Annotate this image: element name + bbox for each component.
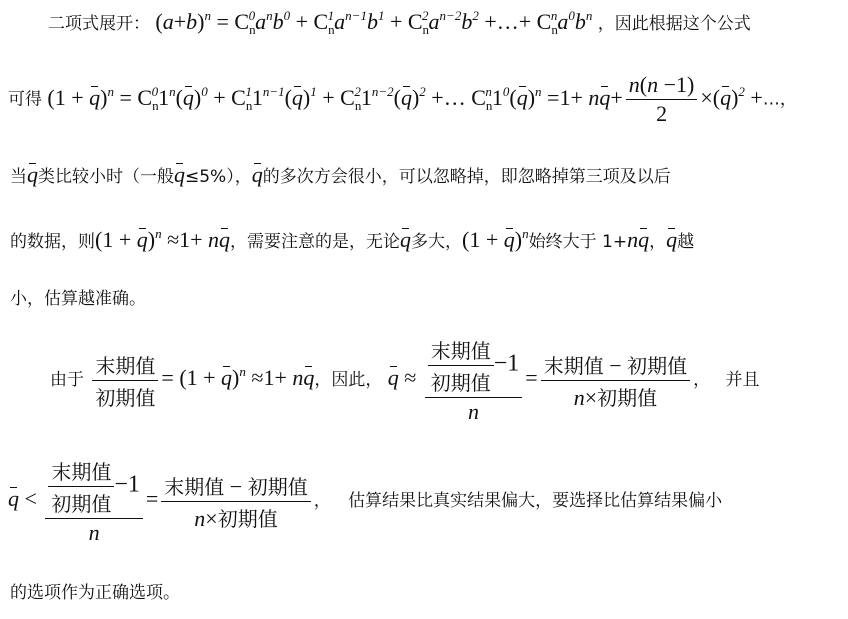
q-less-formula: q < (8, 486, 37, 511)
ellipsis-text: …， (762, 89, 797, 110)
intro-text: 二项式展开： (48, 14, 150, 34)
binomial-formula: $(a+b)^n = C_n^0a^nb^0 + C_n^1a^{n-1}b^1 + C_n^2a^{n-2}b^2$ +…+ $C_n^na^0b^n$ (155, 8, 593, 37)
nq-formula: nq (627, 227, 650, 252)
terminal-label: 末期值 (48, 456, 114, 487)
q-bar: q (174, 162, 185, 187)
q-bar: q (666, 227, 678, 252)
estimate-bias-text: 估算结果比真实结果偏大，要选择比估算结果偏小 (348, 491, 723, 511)
initial-label: 初期值 (217, 506, 278, 531)
initial-label: 初期值 (597, 385, 658, 410)
line-ratio: 由于 $\frac{\text{末期值}}{\text{初期值}}$ = $(1 + q)^n \approx 1+$ nq，因此， q ≈ $\frac{\text{末期值}}{\text{初期值}}$ −1 n = $\frac{\text{末期值 − 初期值}}{\text{n×初期值}}$ ， 并且 (50, 335, 760, 425)
initial-label: 初期值 (247, 474, 308, 499)
initial-label: 初期值 (51, 492, 112, 516)
terminal-label: 末期值 (92, 350, 158, 381)
power-formula: $(1 + q)^n$ (462, 226, 529, 252)
since-text: 由于 (50, 370, 84, 390)
accuracy-text: 小，估算越准确。 (10, 289, 146, 309)
q-bar: q (27, 162, 38, 187)
comma-text: ， (313, 491, 331, 511)
line-inequality: q < $\frac{\text{末期值}}{\text{初期值}}$ −1 n = $\frac{\text{末期值 − 初期值}}{\text{n×初期值}}$ ， 估算结果比真实结果偏大，要选择比估算结果偏小 (8, 456, 722, 546)
line-expansion-q (8, 72, 797, 127)
q-bar: q (400, 227, 412, 252)
line-small-q (10, 162, 671, 188)
q-bar: q (251, 162, 263, 187)
comma-text: ， (693, 370, 711, 390)
line-accuracy (10, 284, 146, 309)
therefore-text: ，因此根据这个公式 (597, 14, 751, 34)
initial-label: 初期值 (430, 371, 491, 395)
derive-text: 可得 (8, 89, 42, 110)
terminal-label: 末期值 (164, 474, 225, 499)
q-bound-difference-fraction: $\frac{\text{末期值 − 初期值}}{\text{n×初期值}}$ (161, 471, 310, 532)
initial-label: 初期值 (627, 353, 688, 378)
terminal-label: 末期值 (428, 335, 494, 366)
q-approx-formula: q ≈ (387, 365, 417, 390)
ignore-text: 的多次方会很小，可以忽略掉，即忽略掉第三项及以后 (262, 167, 671, 187)
ratio-formula: = $(1 + q)^n \approx 1+$ nq (161, 364, 315, 390)
data-text: 的数据，则 (10, 232, 95, 252)
initial-label: 初期值 (95, 385, 156, 410)
terminal-label: 末期值 (543, 353, 604, 378)
hence-text: ，因此， (314, 370, 383, 390)
moreover-text: 并且 (725, 370, 760, 390)
small-q-text: 类比较小时（一般 (38, 167, 174, 187)
when-text: 当 (10, 167, 27, 187)
q-expansion-formula: $(1 + q)^n = C_n^01^n(q)^0 + C_n^11^{n-1}(q)^1 + C_n^21^{n-2}(q)^2$ +… $C_n^n1^0(q)^n =1+ nq+$ $\frac{n(n -1)}{2}$ $\times(q)^2$ + (47, 72, 763, 126)
more-text: 越 (677, 232, 695, 252)
approx-formula: $(1 + q)^n \approx 1+$ nq (95, 226, 231, 252)
comma-text: ， (649, 232, 667, 252)
line-approximation (10, 226, 694, 253)
note-text: ，需要注意的是，无论 (230, 232, 401, 252)
conclusion-text: 的选项作为正确选项。 (10, 583, 180, 603)
line-conclusion (10, 578, 180, 603)
greater-text: 始终大于 1+ (528, 232, 628, 252)
q-bound-fraction: $\frac{\text{末期值}}{\text{初期值}}$ −1 n (45, 456, 143, 546)
line-binomial-expansion (48, 8, 751, 38)
ratio-fraction (92, 350, 158, 411)
percent-text: ≤5%）， (185, 167, 252, 187)
large-text: 多大， (411, 232, 463, 252)
q-difference-fraction: $\frac{\text{末期值 − 初期值}}{\text{n×初期值}}$ (541, 350, 690, 411)
q-estimate-fraction: $\frac{\text{末期值}}{\text{初期值}}$ −1 n (425, 335, 523, 425)
